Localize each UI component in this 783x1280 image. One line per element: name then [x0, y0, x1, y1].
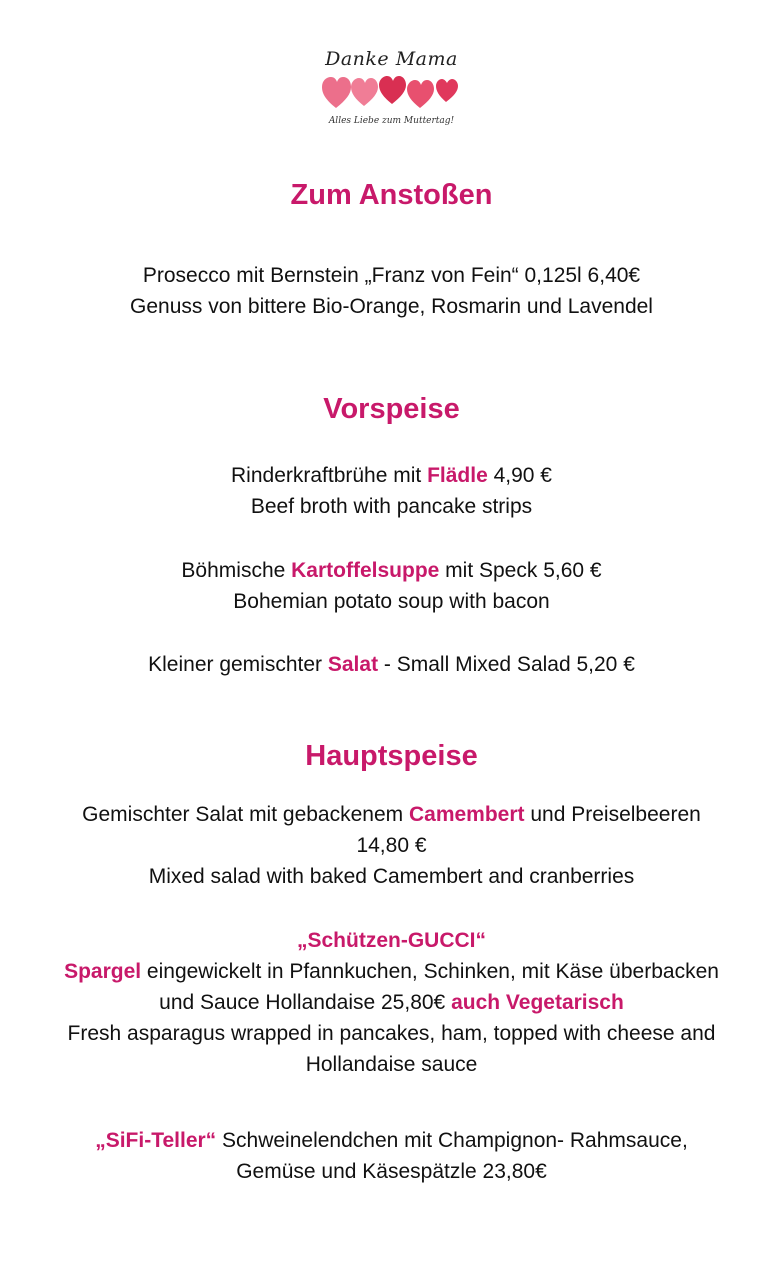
item-price: 4,90 €	[487, 464, 552, 487]
logo-title: Danke Mama	[325, 48, 458, 70]
item-line	[0, 555, 783, 586]
item-text: Gemischter Salat mit gebackenem	[82, 803, 409, 826]
item-translation: Fresh asparagus wrapped in pancakes, ham, topped with cheese and	[67, 1022, 716, 1045]
item-line	[0, 1125, 783, 1156]
section-title: Zum Anstoßen	[290, 179, 493, 211]
item-highlight: Flädle	[427, 464, 488, 487]
item-line	[0, 987, 783, 1018]
menu-item-prosecco	[0, 260, 783, 322]
section-anstossen	[0, 178, 783, 212]
menu-item-camembert	[0, 799, 783, 892]
item-text: Schweinelendchen mit Champignon- Rahmsauce,	[216, 1129, 688, 1152]
item-translation: Mixed salad with baked Camembert and cranberries	[148, 865, 635, 888]
item-line: Gemüse und Käsespätzle 23,80€	[236, 1160, 547, 1183]
vegetarian-badge: auch Vegetarisch	[451, 991, 624, 1014]
item-highlight: Kartoffelsuppe	[291, 559, 440, 582]
item-translation: Hollandaise sauce	[305, 1053, 478, 1076]
item-text: eingewickelt in Pfannkuchen, Schinken, mit Käse überbacken	[141, 960, 719, 983]
item-text: und Preiselbeeren	[524, 803, 701, 826]
hearts-icon	[322, 76, 462, 112]
section-vorspeise	[0, 392, 783, 426]
item-line	[0, 460, 783, 491]
item-price: 14,80 €	[356, 834, 427, 857]
item-highlight: „SiFi-Teller“	[95, 1129, 217, 1152]
menu-item-small-salad	[0, 649, 783, 680]
item-text: Kleiner gemischter	[148, 653, 328, 676]
item-text: Rinderkraftbrühe mit	[231, 464, 428, 487]
item-line: Prosecco mit Bernstein „Franz von Fein“ 0,125l 6,40€	[142, 264, 641, 287]
item-price: - Small Mixed Salad 5,20 €	[378, 653, 635, 676]
item-title: „Schützen-GUCCI“	[297, 929, 486, 952]
item-description: Genuss von bittere Bio-Orange, Rosmarin und Lavendel	[130, 295, 653, 318]
item-text: Böhmische	[181, 559, 292, 582]
item-translation: Beef broth with pancake strips	[250, 495, 533, 518]
section-hauptspeise	[0, 739, 783, 773]
item-price: mit Speck 5,60 €	[439, 559, 602, 582]
menu-item-potato-soup	[0, 555, 783, 617]
item-highlight: Salat	[327, 653, 379, 676]
item-line	[0, 799, 783, 830]
item-translation: Bohemian potato soup with bacon	[233, 590, 550, 613]
item-line	[0, 956, 783, 987]
section-title: Hauptspeise	[305, 740, 478, 772]
item-text: und Sauce Hollandaise 25,80€	[159, 991, 452, 1014]
item-line	[0, 649, 783, 680]
logo	[0, 40, 783, 150]
item-highlight: Camembert	[408, 803, 525, 826]
menu-item-broth	[0, 460, 783, 522]
menu-item-schuetzen-gucci	[0, 925, 783, 1080]
menu-item-sifi-teller	[0, 1125, 783, 1187]
section-title: Vorspeise	[323, 393, 460, 425]
logo-tagline: Alles Liebe zum Muttertag!	[328, 116, 455, 126]
item-highlight: Spargel	[64, 960, 142, 983]
